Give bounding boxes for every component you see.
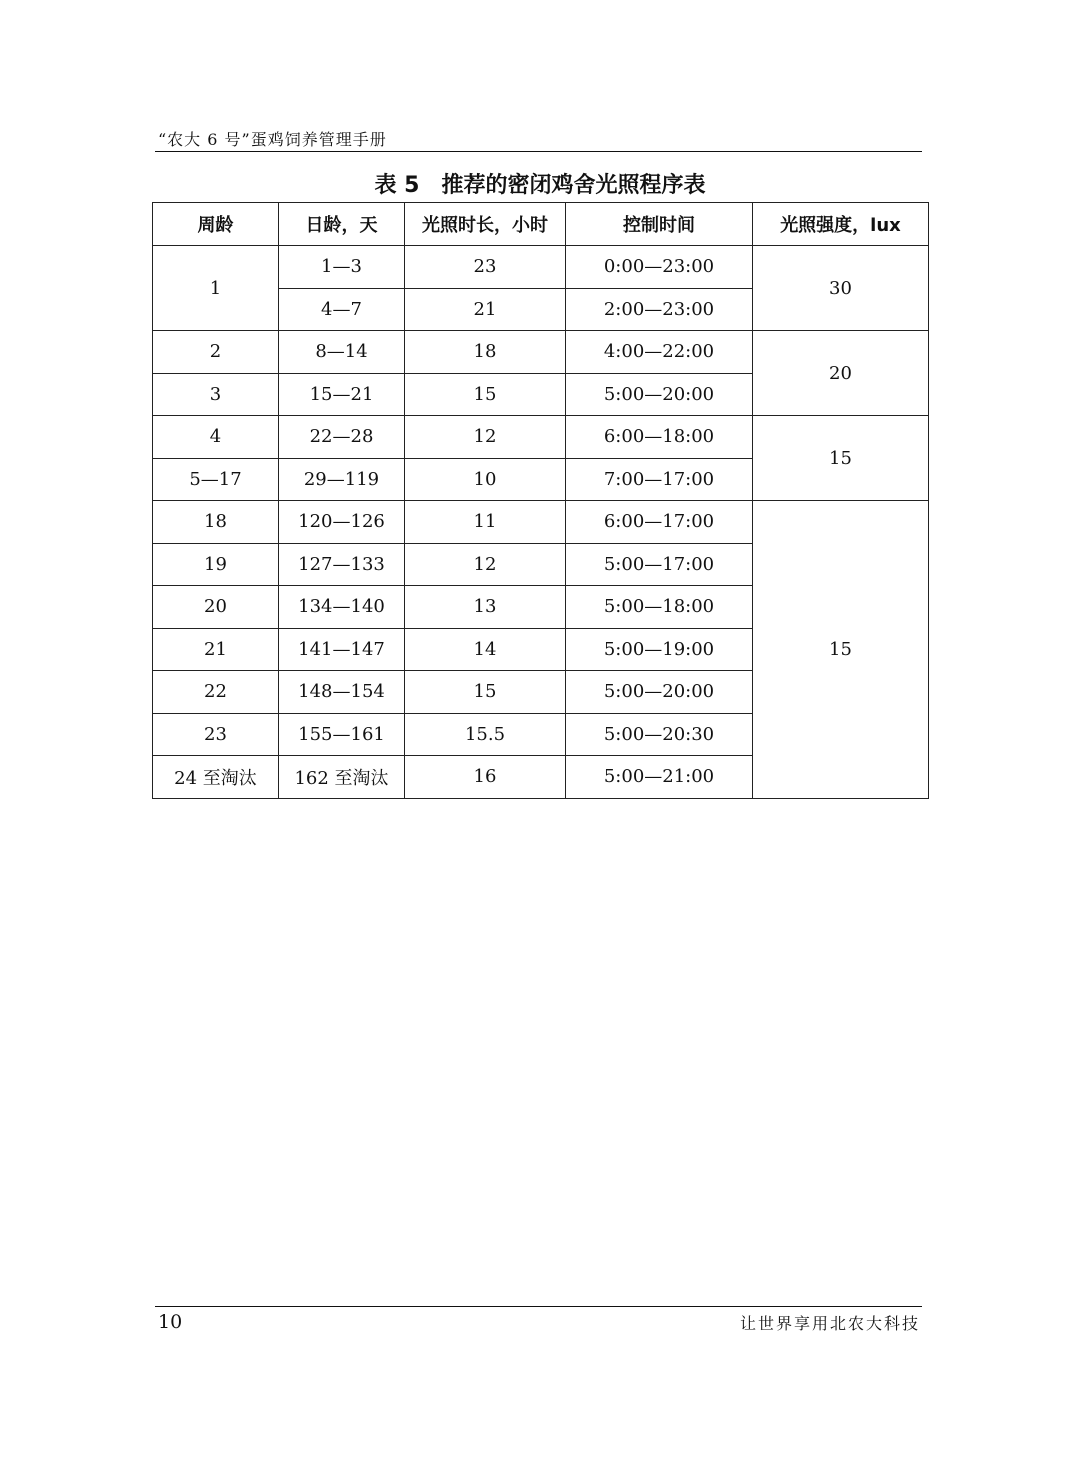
light-hours-cell: 23 <box>405 246 566 289</box>
light-hours-cell: 18 <box>405 331 566 374</box>
table-row <box>153 416 929 459</box>
column-header-light-hours: 光照时长，小时 <box>405 203 566 246</box>
running-header: “农大 6 号”蛋鸡饲养管理手册 <box>158 130 387 149</box>
control-time-cell: 4:00—22:00 <box>566 331 753 374</box>
light-hours-cell: 15 <box>405 373 566 416</box>
column-header-day-age: 日龄，天 <box>279 203 405 246</box>
day-age-cell: 162 至淘汰 <box>279 756 405 799</box>
table-caption <box>0 168 1080 199</box>
day-age-cell: 134—140 <box>279 586 405 629</box>
day-age-cell: 148—154 <box>279 671 405 714</box>
week-age-cell: 22 <box>153 671 279 714</box>
header-rule <box>155 151 922 152</box>
day-age-cell: 4—7 <box>279 288 405 331</box>
light-hours-cell: 13 <box>405 586 566 629</box>
week-age-cell: 18 <box>153 501 279 544</box>
day-age-cell: 29—119 <box>279 458 405 501</box>
control-time-cell: 5:00—17:00 <box>566 543 753 586</box>
footer-slogan: 让世界享用北农大科技 <box>739 1314 920 1333</box>
week-age-cell: 2 <box>153 331 279 374</box>
day-age-cell: 1—3 <box>279 246 405 289</box>
week-age-cell: 19 <box>153 543 279 586</box>
day-age-cell: 120—126 <box>279 501 405 544</box>
table-header-row <box>153 203 929 246</box>
table-caption-title: 推荐的密闭鸡舍光照程序表 <box>441 173 706 198</box>
day-age-cell: 22—28 <box>279 416 405 459</box>
page-number: 10 <box>158 1311 183 1333</box>
light-hours-cell: 21 <box>405 288 566 331</box>
table-row <box>153 501 929 544</box>
table-row <box>153 246 929 289</box>
week-age-cell: 3 <box>153 373 279 416</box>
column-header-control-time: 控制时间 <box>566 203 753 246</box>
control-time-cell: 5:00—19:00 <box>566 628 753 671</box>
light-intensity-cell: 30 <box>753 246 929 331</box>
control-time-cell: 5:00—21:00 <box>566 756 753 799</box>
footer-rule <box>155 1306 922 1307</box>
week-age-cell: 23 <box>153 713 279 756</box>
light-hours-cell: 15.5 <box>405 713 566 756</box>
control-time-cell: 5:00—18:00 <box>566 586 753 629</box>
light-hours-cell: 10 <box>405 458 566 501</box>
table-row <box>153 331 929 374</box>
light-hours-cell: 12 <box>405 416 566 459</box>
table-caption-label: 表 5 <box>374 173 420 198</box>
control-time-cell: 5:00—20:00 <box>566 373 753 416</box>
control-time-cell: 6:00—17:00 <box>566 501 753 544</box>
light-hours-cell: 12 <box>405 543 566 586</box>
day-age-cell: 155—161 <box>279 713 405 756</box>
control-time-cell: 2:00—23:00 <box>566 288 753 331</box>
day-age-cell: 127—133 <box>279 543 405 586</box>
column-header-light-intensity: 光照强度，lux <box>753 203 929 246</box>
week-age-cell: 24 至淘汰 <box>153 756 279 799</box>
week-age-cell: 21 <box>153 628 279 671</box>
week-age-cell: 5—17 <box>153 458 279 501</box>
week-age-cell: 4 <box>153 416 279 459</box>
day-age-cell: 141—147 <box>279 628 405 671</box>
light-hours-cell: 11 <box>405 501 566 544</box>
week-age-cell: 20 <box>153 586 279 629</box>
control-time-cell: 5:00—20:30 <box>566 713 753 756</box>
lighting-program-table <box>152 202 929 799</box>
light-intensity-cell: 20 <box>753 331 929 416</box>
light-hours-cell: 16 <box>405 756 566 799</box>
light-intensity-cell: 15 <box>753 416 929 501</box>
day-age-cell: 15—21 <box>279 373 405 416</box>
control-time-cell: 7:00—17:00 <box>566 458 753 501</box>
control-time-cell: 0:00—23:00 <box>566 246 753 289</box>
week-age-cell: 1 <box>153 246 279 331</box>
control-time-cell: 5:00—20:00 <box>566 671 753 714</box>
control-time-cell: 6:00—18:00 <box>566 416 753 459</box>
light-hours-cell: 15 <box>405 671 566 714</box>
light-hours-cell: 14 <box>405 628 566 671</box>
day-age-cell: 8—14 <box>279 331 405 374</box>
column-header-week-age: 周龄 <box>153 203 279 246</box>
light-intensity-cell: 15 <box>753 501 929 799</box>
